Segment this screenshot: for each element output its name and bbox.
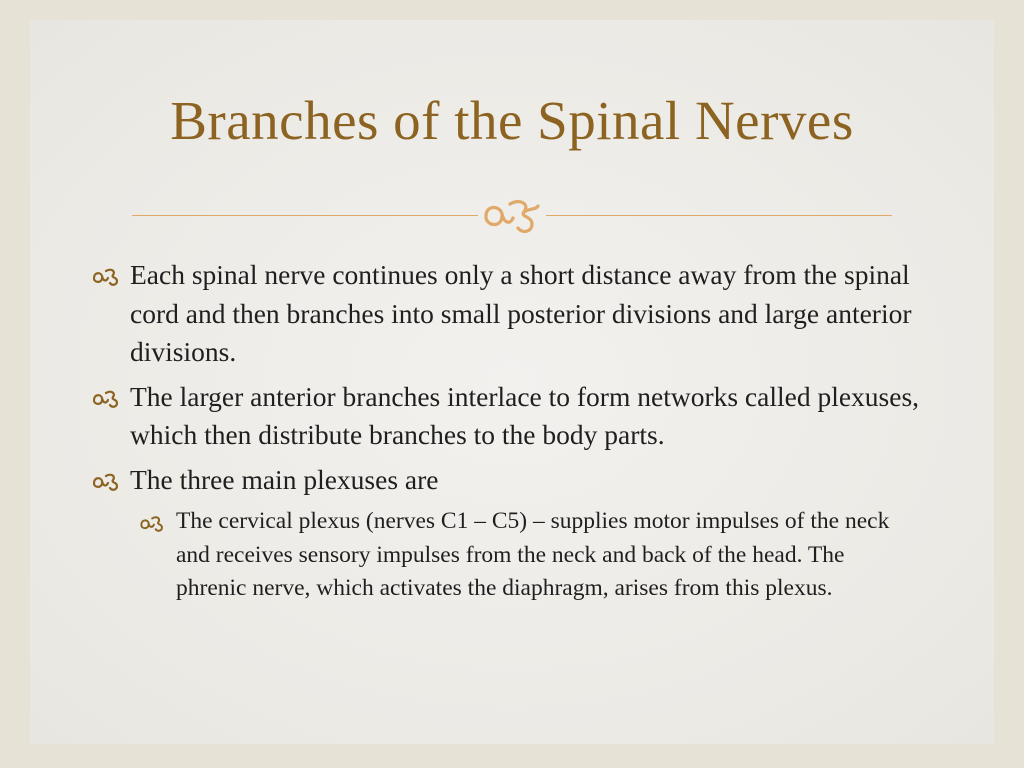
sub-bullet-item bbox=[90, 505, 920, 606]
bullet-text: The larger anterior branches interlace to form networks called plexuses, which then distribute branches to the body parts. bbox=[130, 380, 920, 450]
bullet-item bbox=[90, 461, 920, 500]
bullet-text: The cervical plexus (nerves C1 – C5) – supplies motor impulses of the neck and receives sensory impulses from the neck and back of the head. The phrenic nerve, which activates the diaphragm, arises from this plexus. bbox=[176, 508, 890, 601]
bullet-item bbox=[90, 378, 920, 455]
bullet-item bbox=[90, 256, 920, 372]
bullet-text: Each spinal nerve continues only a short distance away from the spinal cord and then branches into small posterior divisions and large anterior divisions. bbox=[130, 259, 912, 367]
fleuron-bullet-icon bbox=[136, 505, 170, 543]
fleuron-bullet-icon bbox=[90, 378, 124, 416]
divider-line-left bbox=[132, 215, 478, 216]
slide-title: Branches of the Spinal Nerves bbox=[170, 90, 854, 151]
fleuron-ornament-icon bbox=[480, 194, 544, 238]
fleuron-bullet-icon bbox=[90, 461, 124, 499]
fleuron-bullet-icon bbox=[90, 256, 124, 294]
bullet-text: The three main plexuses are bbox=[130, 463, 439, 495]
divider-line-right bbox=[546, 215, 892, 216]
title-divider bbox=[132, 198, 892, 238]
bullet-list bbox=[90, 256, 920, 606]
